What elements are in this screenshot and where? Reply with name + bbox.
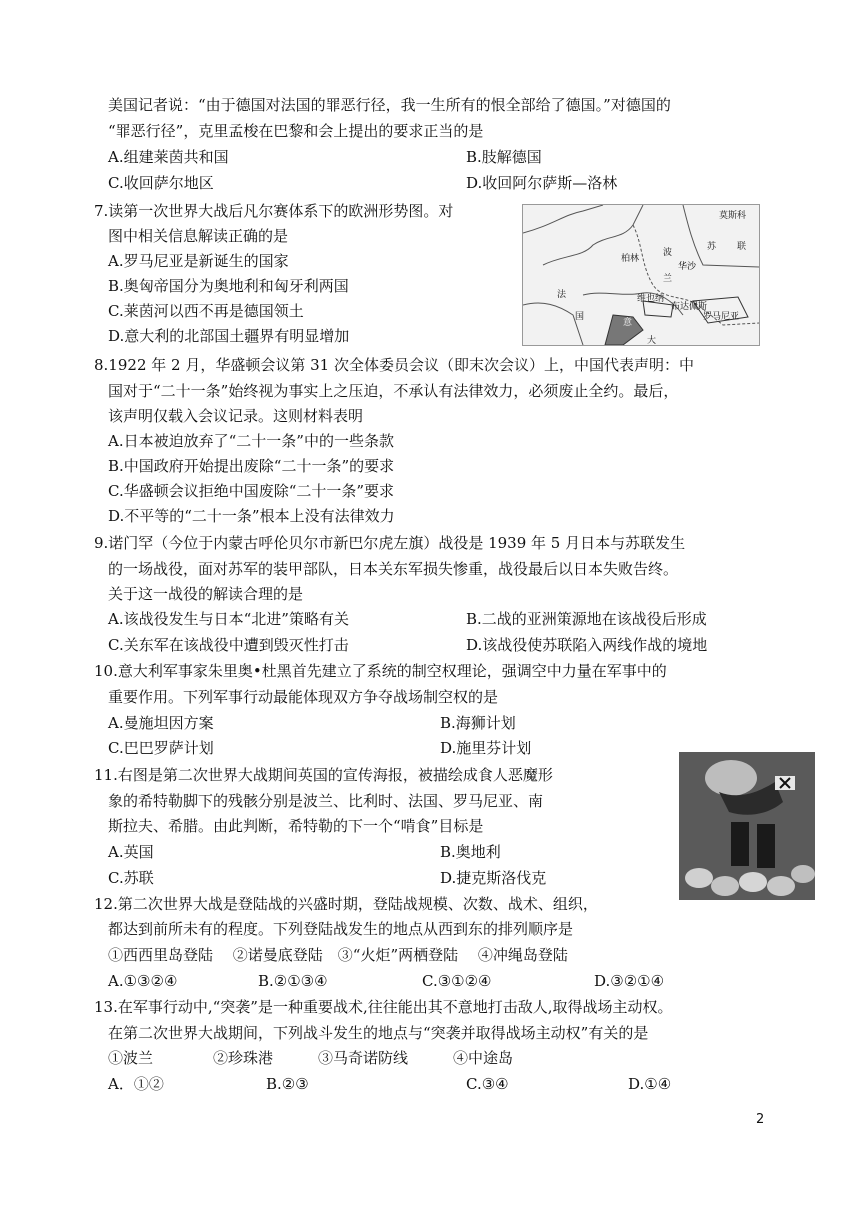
q11-option-b: B.奥地利 xyxy=(440,843,501,861)
q8-option-a: A.日本被迫放弃了“二十一条”中的一些条款 xyxy=(108,432,394,450)
q12-option-b: B.②①③④ xyxy=(258,972,328,990)
q10-option-a: A.曼施坦因方案 xyxy=(108,714,214,732)
q11-option-d: D.捷克斯洛伐克 xyxy=(440,869,547,887)
q9-option-a: A.该战役发生与日本“北进”策略有关 xyxy=(108,610,349,628)
q10-stem-2: 重要作用。下列军事行动最能体现双方争夺战场制空权的是 xyxy=(108,688,499,706)
q9-stem-2: 的一场战役，面对苏军的装甲部队，日本关东军损失惨重，战役最后以日本失败告终。 xyxy=(108,560,679,578)
q9-option-c: C.关东军在该战役中遭到毁灭性打击 xyxy=(108,636,349,654)
q12-stem-1: 12.第二次世界大战是登陆战的兴盛时期，登陆战规模、次数、战术、组织， xyxy=(94,895,598,913)
map-label-guo: 国 xyxy=(575,312,585,322)
q12-option-d: D.③②①④ xyxy=(594,972,665,990)
map-label-budapest: 布达佩斯 xyxy=(671,302,708,312)
wartime-poster-figure xyxy=(679,752,815,900)
map-label-vienna: 维也纳 xyxy=(637,294,665,304)
q10-option-c: C.巴巴罗萨计划 xyxy=(108,739,214,757)
q7-stem-2: 图中相关信息解读正确的是 xyxy=(108,227,289,245)
q7-option-a: A.罗马尼亚是新诞生的国家 xyxy=(108,252,289,270)
q9-option-d: D.该战役使苏联陷入两线作战的境地 xyxy=(466,636,708,654)
q11-stem-3: 斯拉夫、希腊。由此判断，希特勒的下一个“啃食”目标是 xyxy=(108,817,484,835)
map-label-da: 大 xyxy=(647,336,657,346)
q11-stem-1: 11.右图是第二次世界大战期间英国的宣传海报，被描绘成食人恶魔形 xyxy=(94,766,553,784)
q9-option-b: B.二战的亚洲策源地在该战役后形成 xyxy=(466,610,707,628)
map-label-warsaw: 华沙 xyxy=(678,262,697,272)
q8-option-b: B.中国政府开始提出废除“二十一条”的要求 xyxy=(108,457,395,475)
map-label-fa: 法 xyxy=(557,290,567,300)
q12-option-c: C.③①②④ xyxy=(422,972,492,990)
europe-map-borders xyxy=(523,205,759,345)
q10-stem-1: 10.意大利军事家朱里奥•杜黑首先建立了系统的制空权理论，强调空中力量在军事中的 xyxy=(94,662,667,680)
q13-option-d: D.①④ xyxy=(628,1075,672,1093)
intro-line-2: “罪恶行径”，克里孟梭在巴黎和会上提出的要求正当的是 xyxy=(108,122,484,140)
q6-option-a: A.组建莱茵共和国 xyxy=(108,148,229,166)
q11-option-a: A.英国 xyxy=(108,843,154,861)
q13-option-b: B.②③ xyxy=(266,1075,309,1093)
q9-stem-1: 9.诺门罕（今位于内蒙古呼伦贝尔市新巴尔虎左旗）战役是 1939 年 5 月日本与苏联发生 xyxy=(94,534,686,552)
q7-option-d: D.意大利的北部国土疆界有明显增加 xyxy=(108,327,350,345)
q12-stem-2: 都达到前所未有的程度。下列登陆战发生的地点从西到东的排列顺序是 xyxy=(108,920,574,938)
q10-option-d: D.施里芬计划 xyxy=(440,739,532,757)
q13-option-c: C.③④ xyxy=(466,1075,509,1093)
q7-stem-1: 7.读第一次世界大战后凡尔赛体系下的欧洲形势图。对 xyxy=(94,202,454,220)
q10-option-b: B.海狮计划 xyxy=(440,714,516,732)
europe-map-figure xyxy=(522,204,760,346)
q11-stem-2: 象的希特勒脚下的残骸分别是波兰、比利时、法国、罗马尼亚、南 xyxy=(108,792,544,810)
poster-drawing xyxy=(679,752,815,900)
q12-option-a: A.①③②④ xyxy=(108,972,178,990)
q7-option-c: C.莱茵河以西不再是德国领土 xyxy=(108,302,304,320)
q8-option-c: C.华盛顿会议拒绝中国废除“二十一条”要求 xyxy=(108,482,395,500)
map-label-lian: 联 xyxy=(737,242,747,252)
q13-stem-1: 13.在军事行动中,“突袭”是一种重要战术,往往能出其不意地打击敌人,取得战场主动权。 xyxy=(94,998,673,1016)
q9-stem-3: 关于这一战役的解读合理的是 xyxy=(108,585,304,603)
q13-option-a: A．①② xyxy=(108,1075,164,1093)
q13-stem-3: ①波兰 ②珍珠港 ③马奇诺防线 ④中途岛 xyxy=(108,1049,514,1067)
map-label-su: 苏 xyxy=(707,242,717,252)
map-label-romania: 罗马尼亚 xyxy=(703,312,740,322)
q8-stem-1: 8.1922 年 2 月，华盛顿会议第 31 次全体委员会议（即末次会议）上，中国代表声明：中 xyxy=(94,356,694,374)
q12-stem-3: ①西西里岛登陆 ②诺曼底登陆 ③“火炬”两栖登陆 ④冲绳岛登陆 xyxy=(108,946,568,964)
q8-stem-2: 国对于“二十一条”始终视为事实上之压迫，不承认有法律效力，必须废止全约。最后， xyxy=(108,382,679,400)
map-label-yi: 意 xyxy=(623,318,633,328)
map-label-lan: 兰 xyxy=(663,274,673,284)
map-label-berlin: 柏林 xyxy=(621,254,640,264)
q11-option-c: C.苏联 xyxy=(108,869,154,887)
map-label-moscow: 莫斯科 xyxy=(719,211,747,221)
q8-option-d: D.不平等的“二十一条”根本上没有法律效力 xyxy=(108,507,395,525)
intro-line-1: 美国记者说：“由于德国对法国的罪恶行径，我一生所有的恨全部给了德国。”对德国的 xyxy=(108,96,671,114)
q6-option-d: D.收回阿尔萨斯—洛林 xyxy=(466,174,618,192)
page-number: 2 xyxy=(756,1112,765,1127)
q7-option-b: B.奥匈帝国分为奥地利和匈牙利两国 xyxy=(108,277,349,295)
q6-option-c: C.收回萨尔地区 xyxy=(108,174,214,192)
q8-stem-3: 该声明仅载入会议记录。这则材料表明 xyxy=(108,407,364,425)
q13-stem-2: 在第二次世界大战期间，下列战斗发生的地点与“突袭并取得战场主动权”有关的是 xyxy=(108,1024,649,1042)
map-label-bo: 波 xyxy=(663,248,673,258)
q6-option-b: B.肢解德国 xyxy=(466,148,542,166)
